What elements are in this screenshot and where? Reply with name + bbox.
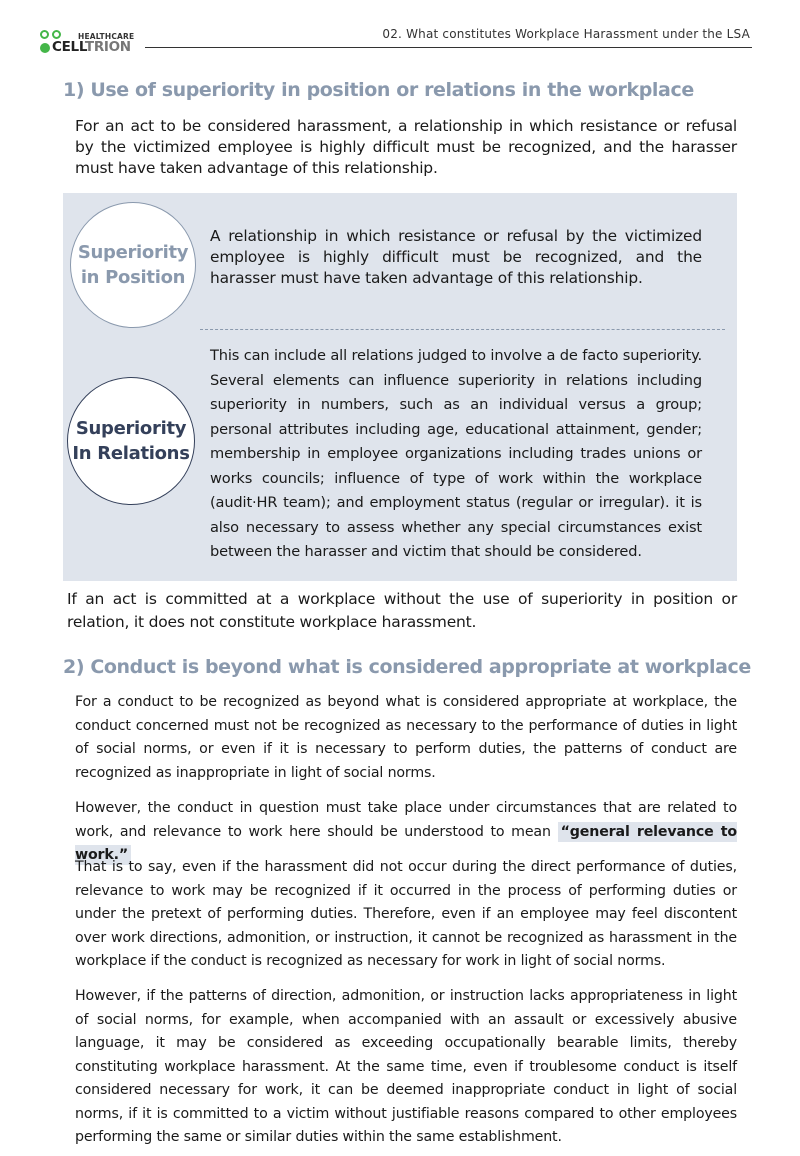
section1-heading: 1) Use of superiority in position or relations in the workplace xyxy=(63,79,694,101)
section2-heading: 2) Conduct is beyond what is considered appropriate at workplace xyxy=(63,656,751,678)
relations-description: This can include all relations judged to involve a de facto superiority. Several elements can influence superiority in relations including superiority in numbers, such as an individual versus a group; personal attributes including age, educational attainment, gender; membership in employee organizations including trades unions or works councils; influence of type of work within the workplace (audit·HR team); and employment status (regular or irregular). it is also necessary to assess whether any special circumstances exist between the harasser and victim that should be considered. xyxy=(210,347,702,560)
section1-outro: If an act is committed at a workplace without the use of superiority in position or relation, it does not constitute workplace harassment. xyxy=(67,590,737,631)
section2-paragraph-1: For a conduct to be recognized as beyond what is considered appropriate at workplace, the conduct concerned must not be recognized as necessary to the performance of duties in light of social norms, or even if it is necessary to perform duties, the patterns of conduct are recognized as inappropriate in light of social norms. xyxy=(75,694,737,781)
logo-wordmark: CELLTRION xyxy=(52,39,131,55)
page-header xyxy=(0,0,800,60)
superiority-panel xyxy=(63,193,737,581)
section2-paragraph-2: However, the conduct in question must take place under circumstances that are related to work, and relevance to work here should be understood to mean “general relevance to work.” xyxy=(75,800,738,863)
logo-subtitle: HEALTHCARE xyxy=(78,32,135,41)
header-divider xyxy=(145,47,752,48)
superiority-relations-badge: Superiority In Relations xyxy=(67,377,195,505)
general-relevance-highlight: “general relevance to work.” xyxy=(75,823,738,863)
position-description: A relationship in which resistance or refusal by the victimized employee is highly difficult must be recognized, and the harasser must have taken advantage of this relationship. xyxy=(210,227,702,287)
superiority-position-badge: Superiority in Position xyxy=(70,202,196,328)
chapter-title: 02. What constitutes Workplace Harassment under the LSA xyxy=(382,27,750,41)
section1-intro: For an act to be considered harassment, a relationship in which resistance or refusal by the victimized employee is highly difficult must be recognized, and the harasser must have taken advantage of this relationship. xyxy=(75,117,737,177)
panel-divider xyxy=(200,329,725,330)
section2-paragraph-4: However, if the patterns of direction, admonition, or instruction lacks appropriateness in light of social norms, for example, when accompanied with an assault or excessively abusive language, it may be considered as exceeding occupationally bearable limits, thereby constituting workplace harassment. At the same time, even if troublesome conduct is itself considered necessary for work, it can be deemed inappropriate conduct in light of social norms, if it is committed to a victim without justifiable reasons compared to other employees performing the same or similar duties within the same establishment. xyxy=(75,988,737,1145)
section2-paragraph-3: That is to say, even if the harassment did not occur during the direct performance of duties, relevance to work may be recognized if it occurred in the process of performing duties or under the pretext of performing duties. Therefore, even if an employee may feel discontent over work directions, admonition, or instruction, it cannot be recognized as harassment in the workplace if the conduct is recognized as necessary for work in light of social norms. xyxy=(75,859,737,969)
